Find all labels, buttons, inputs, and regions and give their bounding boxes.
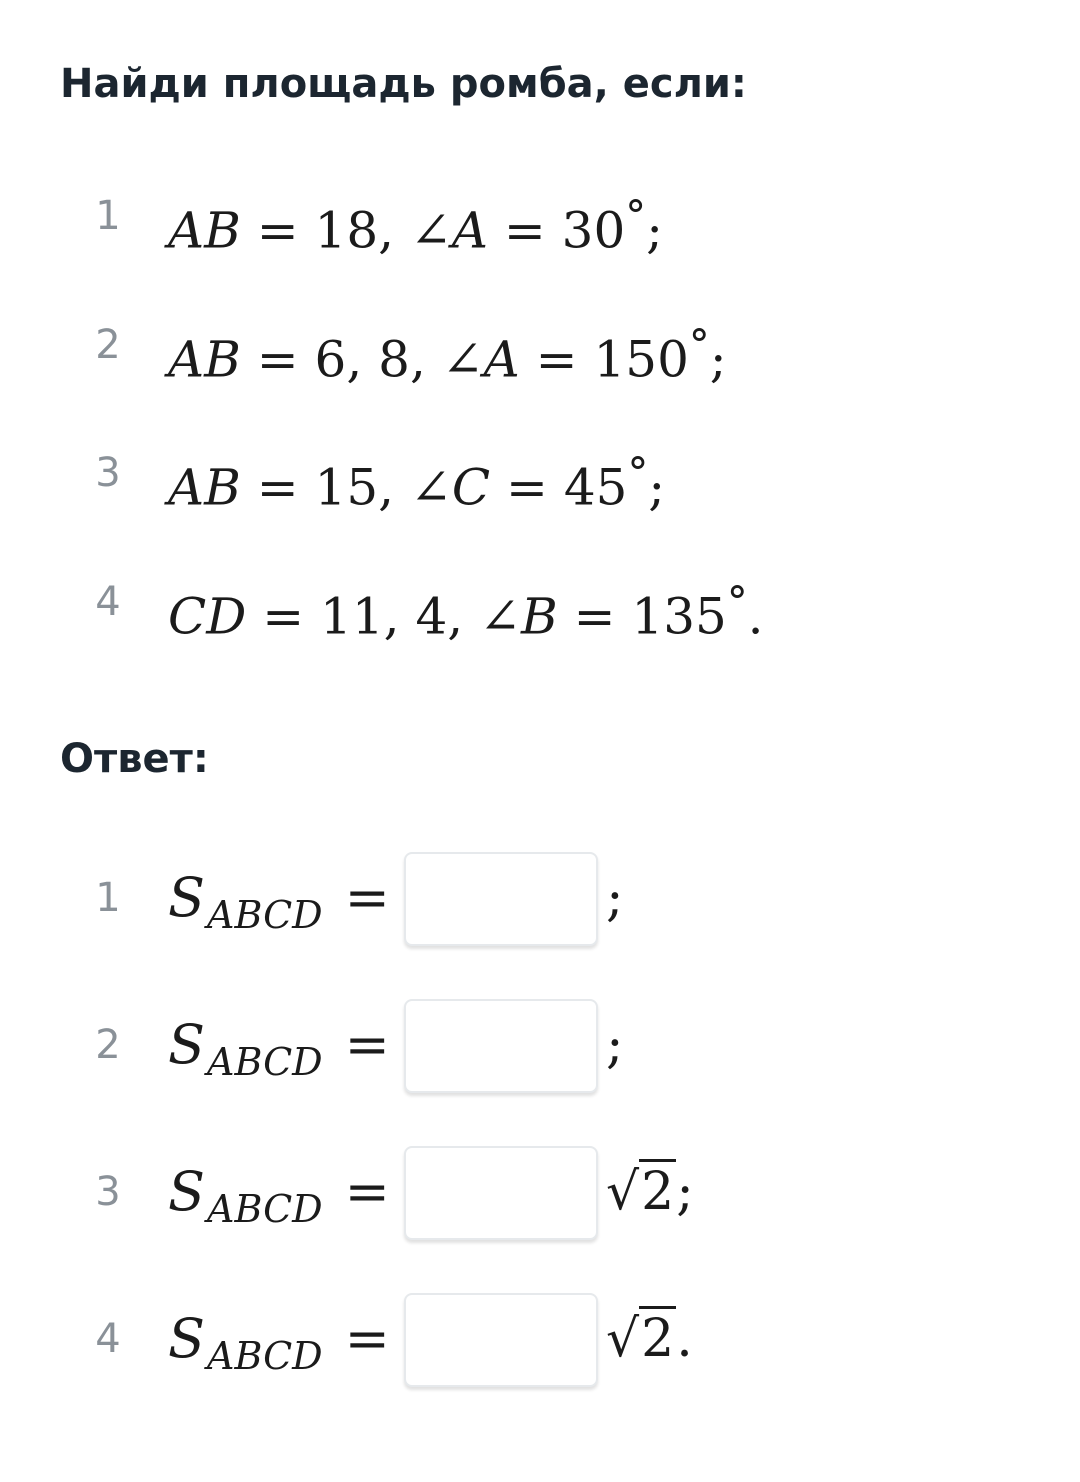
radicand: 2 [639, 1159, 676, 1222]
line-end: ; [709, 330, 727, 389]
degree-symbol: ° [688, 320, 710, 369]
equals-sign: = [487, 201, 562, 260]
sqrt-icon: √ [606, 1162, 640, 1222]
angle-sign: ∠ [409, 201, 452, 260]
equals-sign: = [557, 587, 632, 646]
task-item-number: 4 [95, 579, 121, 625]
angle-sign: ∠ [409, 458, 452, 517]
angle-vertex: A [451, 201, 488, 260]
answer-row [0, 858, 1080, 938]
equals-sign: = [240, 201, 315, 260]
line-end: ; [606, 1015, 624, 1075]
area-label [168, 1005, 390, 1085]
equals-sign: = [344, 1013, 390, 1076]
area-symbol: S [168, 1160, 205, 1223]
angle-degrees: 30 [561, 201, 626, 260]
segment-length: 6, 8, [314, 330, 442, 389]
area-label [168, 858, 390, 938]
angle-degrees: 135 [631, 587, 727, 646]
area-symbol: S [168, 1013, 205, 1076]
answer-suffix [606, 1299, 693, 1379]
degree-symbol: ° [627, 448, 649, 497]
task-item-number: 1 [95, 193, 121, 239]
answer-input-1[interactable] [404, 852, 598, 946]
task-title: Найди площадь ромба, если: [60, 61, 747, 107]
task-item [0, 433, 1080, 517]
answer-row-number: 4 [95, 1316, 121, 1362]
answer-row-number: 1 [95, 875, 121, 921]
degree-symbol: ° [625, 191, 647, 240]
answer-row [0, 1152, 1080, 1232]
angle-vertex: C [451, 458, 491, 517]
answer-input-2[interactable] [404, 999, 598, 1093]
angle-sign: ∠ [479, 587, 521, 646]
task-item-formula [168, 562, 764, 646]
area-symbol: S [168, 1307, 205, 1370]
line-end: ; [606, 868, 624, 928]
answer-input-3[interactable] [404, 1146, 598, 1240]
sqrt-icon: √ [606, 1309, 640, 1369]
line-end: . [747, 587, 764, 646]
radicand: 2 [639, 1306, 676, 1369]
equals-sign: = [344, 1160, 390, 1223]
task-item [0, 305, 1080, 389]
area-subscript: ABCD [207, 893, 323, 937]
answer-suffix [606, 1005, 624, 1085]
line-end: . [676, 1309, 693, 1369]
answer-row-number: 2 [95, 1022, 121, 1068]
angle-vertex: B [520, 587, 558, 646]
equals-sign: = [240, 330, 315, 389]
segment-name: CD [168, 587, 247, 646]
area-subscript: ABCD [207, 1187, 323, 1231]
task-item-formula [168, 176, 663, 260]
area-subscript: ABCD [207, 1334, 323, 1378]
degree-symbol: ° [726, 577, 748, 626]
equals-sign: = [490, 458, 564, 517]
angle-degrees: 150 [593, 330, 689, 389]
equals-sign: = [519, 330, 594, 389]
equals-sign: = [240, 458, 315, 517]
equals-sign: = [246, 587, 321, 646]
angle-sign: ∠ [441, 330, 484, 389]
task-item-formula [168, 433, 666, 517]
answer-row-number: 3 [95, 1169, 121, 1215]
area-subscript: ABCD [207, 1040, 323, 1084]
answer-suffix [606, 1152, 694, 1232]
line-end: ; [646, 201, 663, 260]
segment-length: 11, 4, [320, 587, 480, 646]
equals-sign: = [344, 1307, 390, 1370]
task-item-formula [168, 305, 727, 389]
segment-length: 15, [314, 458, 410, 517]
equals-sign: = [344, 866, 390, 929]
segment-name: AB [168, 201, 241, 260]
area-symbol: S [168, 866, 205, 929]
angle-vertex: A [483, 330, 520, 389]
area-label [168, 1152, 390, 1232]
line-end: ; [676, 1162, 694, 1222]
task-item-number: 3 [95, 450, 121, 496]
task-item-number: 2 [95, 322, 121, 368]
answer-input-4[interactable] [404, 1293, 598, 1387]
answer-title: Ответ: [60, 736, 209, 782]
task-item [0, 562, 1080, 646]
segment-name: AB [168, 330, 241, 389]
answer-suffix [606, 858, 624, 938]
segment-length: 18, [314, 201, 410, 260]
task-item [0, 176, 1080, 260]
area-label [168, 1299, 390, 1379]
answer-row [0, 1005, 1080, 1085]
answer-row [0, 1299, 1080, 1379]
line-end: ; [648, 458, 666, 517]
segment-name: AB [168, 458, 241, 517]
angle-degrees: 45 [563, 458, 628, 517]
